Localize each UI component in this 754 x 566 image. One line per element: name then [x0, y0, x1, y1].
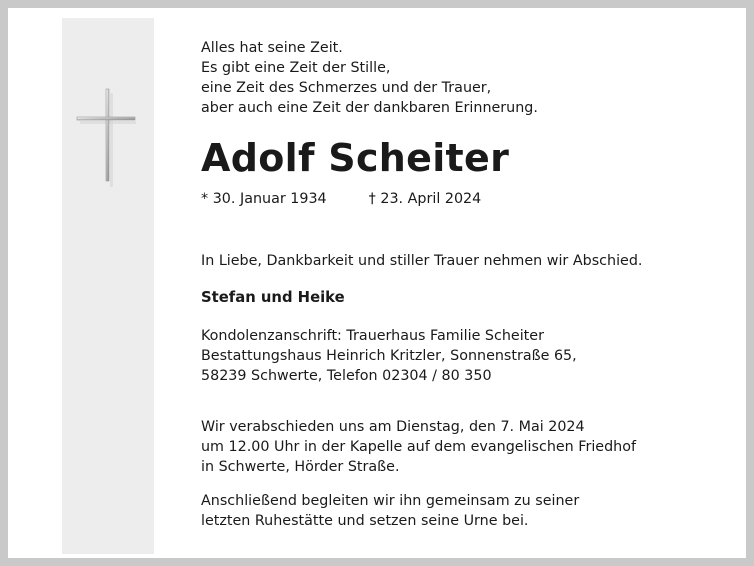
ceremony-details [201, 417, 636, 477]
poem-line: Alles hat seine Zeit. [201, 40, 343, 56]
address-line: 58239 Schwerte, Telefon 02304 / 80 350 [201, 368, 492, 384]
condolence-address [201, 326, 577, 386]
poem-line: aber auch eine Zeit der dankbaren Erinnerung. [201, 100, 538, 116]
life-dates [201, 191, 481, 207]
cross-icon [76, 87, 138, 187]
obituary-notice [8, 8, 746, 558]
ceremony-line: um 12.00 Uhr in der Kapelle auf dem evangelischen Friedhof [201, 439, 637, 455]
closing-line: letzten Ruhestätte und setzen seine Urne bei. [201, 513, 529, 529]
poem [201, 38, 538, 118]
deceased-name: Adolf Scheiter [201, 136, 510, 180]
burial-details [201, 491, 579, 531]
ceremony-line: in Schwerte, Hörder Straße. [201, 459, 400, 475]
ceremony-line: Wir verabschieden uns am Dienstag, den 7. Mai 2024 [201, 419, 585, 435]
address-line: Kondolenzanschrift: Trauerhaus Familie Scheiter [201, 328, 544, 344]
mourners-names: Stefan und Heike [201, 289, 345, 306]
poem-line: Es gibt eine Zeit der Stille, [201, 60, 391, 76]
closing-line: Anschließend begleiten wir ihn gemeinsam zu seiner [201, 493, 580, 509]
farewell-text: In Liebe, Dankbarkeit und stiller Trauer nehmen wir Abschied. [201, 253, 643, 269]
birth-date: * 30. Januar 1934 [201, 191, 327, 207]
death-date: † 23. April 2024 [368, 191, 482, 207]
address-line: Bestattungshaus Heinrich Kritzler, Sonnenstraße 65, [201, 348, 577, 364]
poem-line: eine Zeit des Schmerzes und der Trauer, [201, 80, 492, 96]
